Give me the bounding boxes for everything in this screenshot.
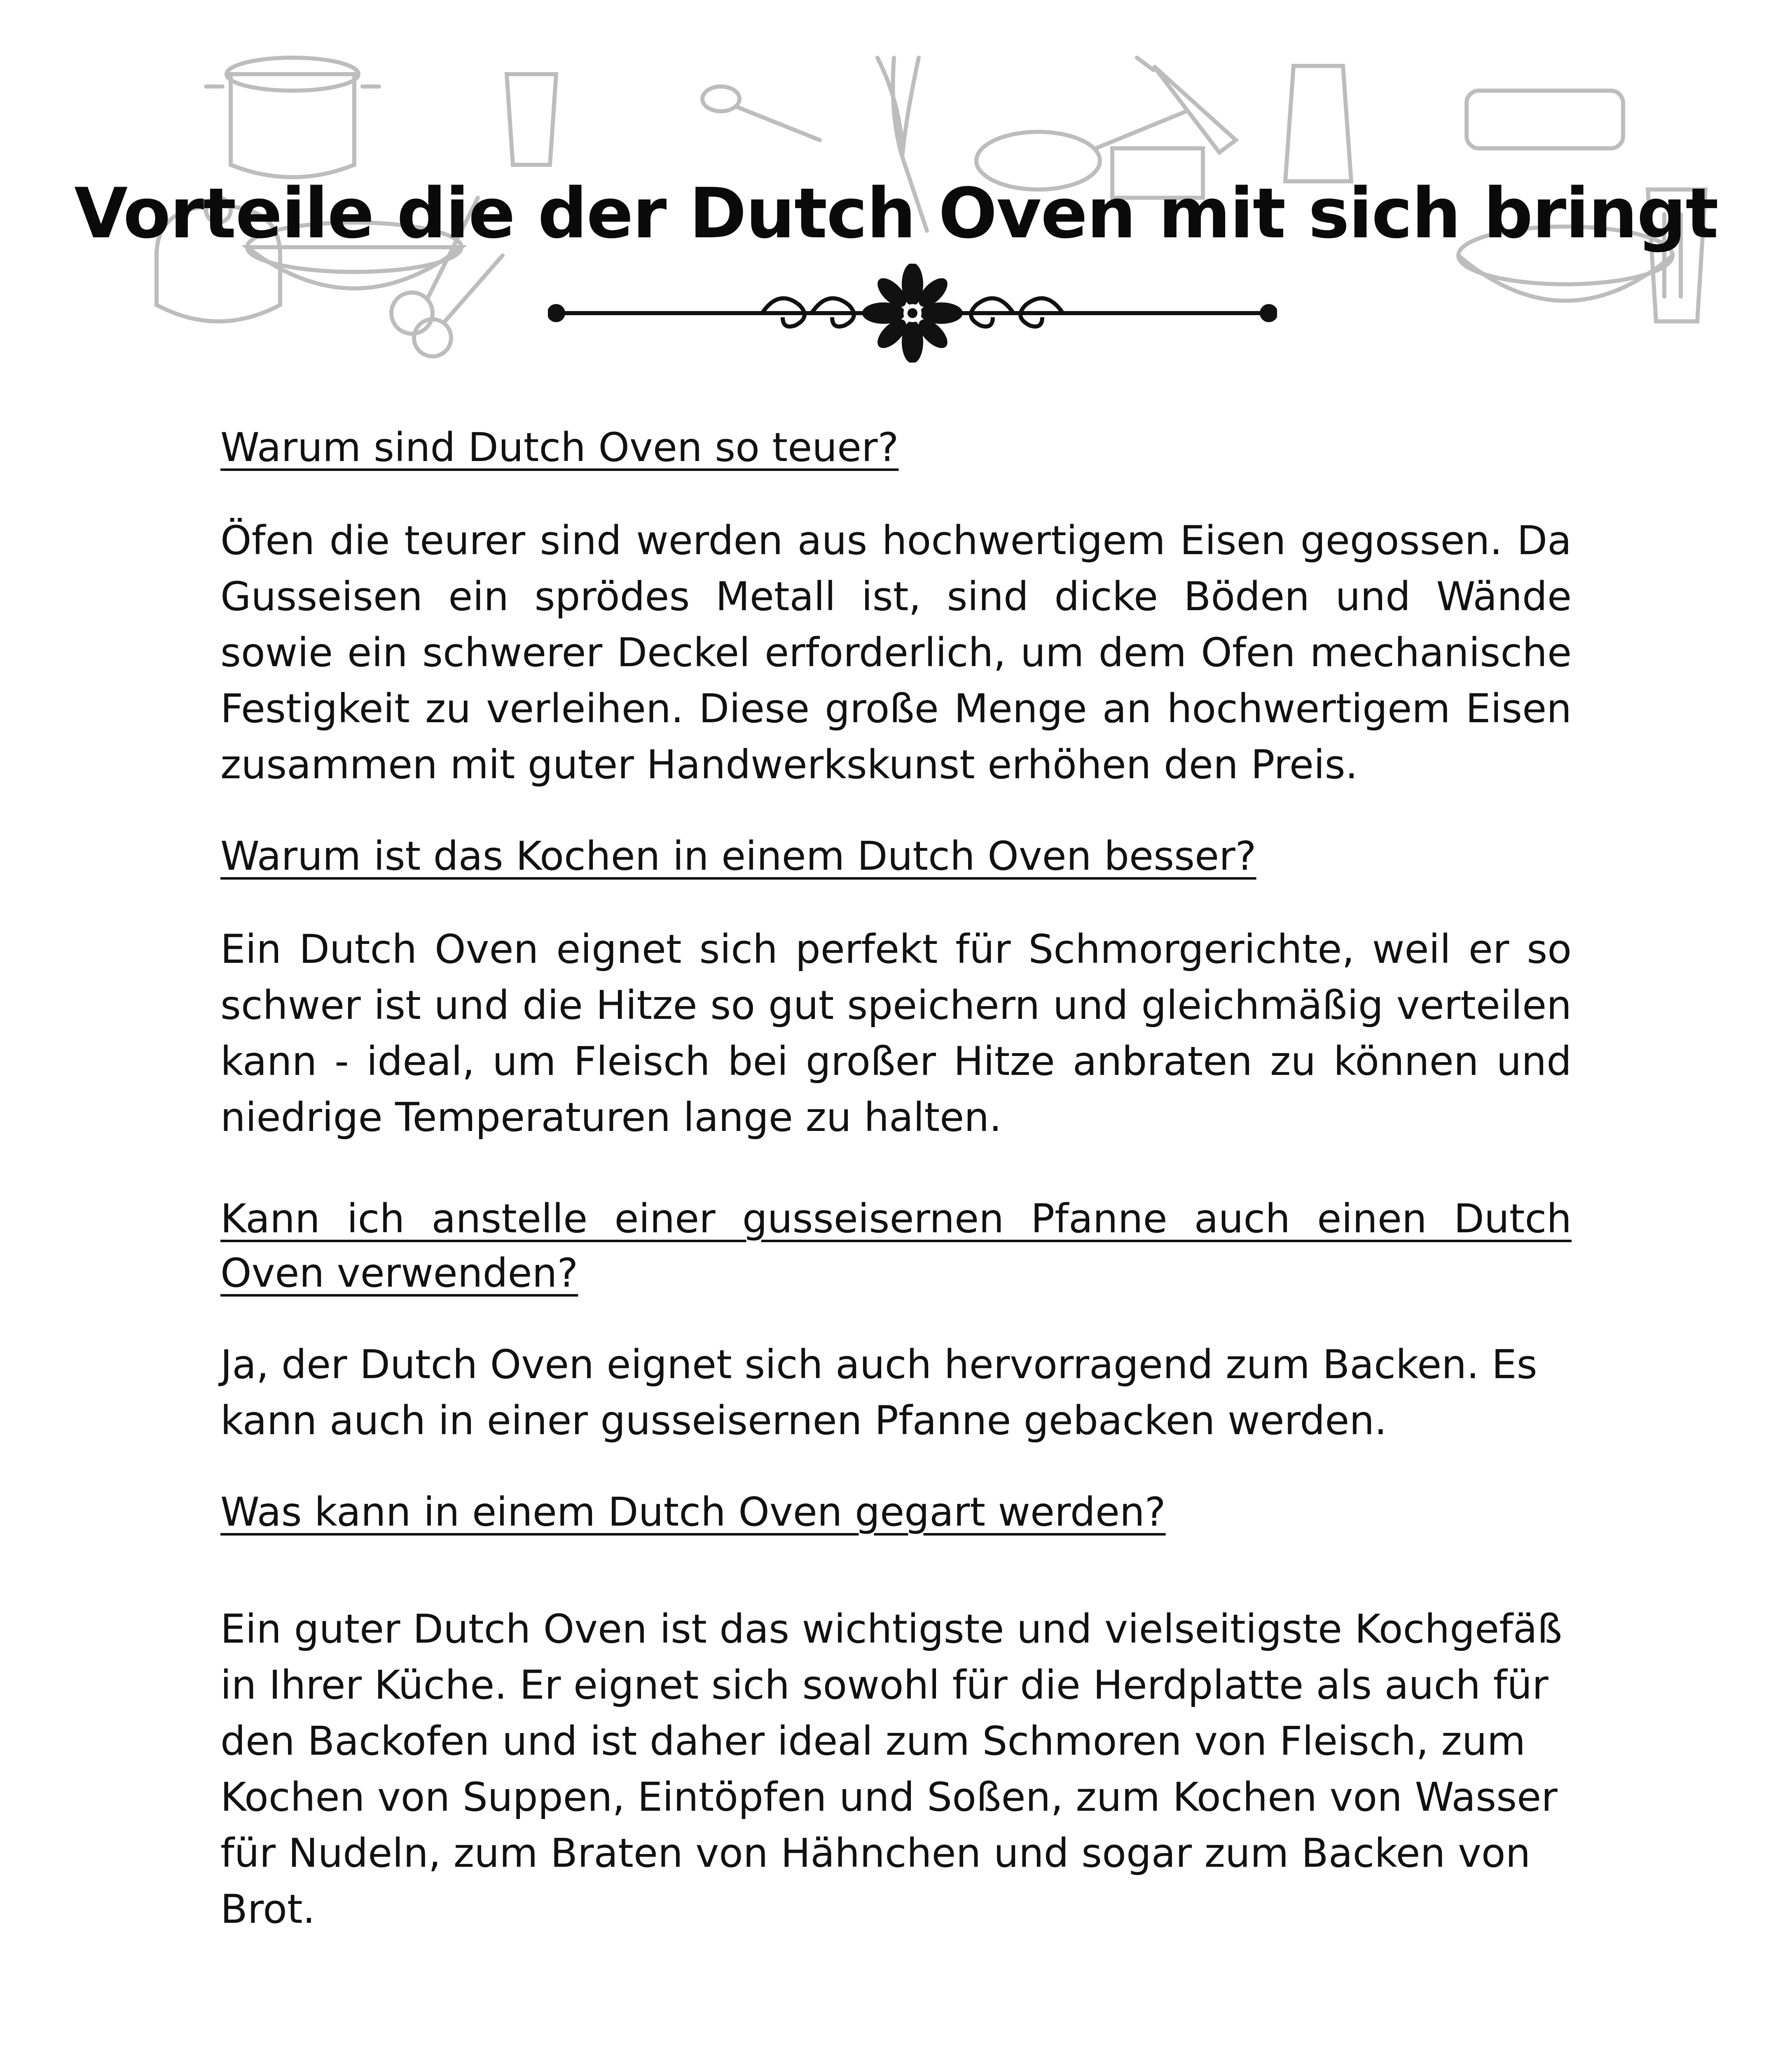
faq-question: Kann ich anstelle einer gusseisernen Pfanne auch einen Dutch Oven verwenden?	[220, 1196, 1572, 1296]
spoon-icon	[702, 87, 820, 140]
faq-content	[220, 420, 1572, 1937]
faq-answer: Öfen die teurer sind werden aus hochwertigem Eisen gegossen. Da Gusseisen ein sprödes Metall ist, sind dicke Böden und Wände sowie ein schwerer Deckel erforderlich, um dem Ofen mechanische Festigkeit zu verleihen. Diese große Menge an hochwertigem Eisen zusammen mit guter Handwerkskunst erhöhen den Preis.	[220, 517, 1572, 788]
faq-question: Warum sind Dutch Oven so teuer?	[220, 424, 899, 471]
faq-answer: Ja, der Dutch Oven eignet sich auch hervorragend zum Backen. Es kann auch in einer gusseisernen Pfanne gebacken werden.	[220, 1341, 1537, 1444]
faq-answer: Ein Dutch Oven eignet sich perfekt für Schmorgerichte, weil er so schwer ist und die Hitze so gut speichern und gleichmäßig verteilen kann - ideal, um Fleisch bei großer Hitze anbraten zu können und niedrige Temperaturen lange zu halten.	[220, 926, 1572, 1140]
pot-icon	[206, 58, 379, 177]
faq-question: Was kann in einem Dutch Oven gegart werden?	[220, 1489, 1166, 1535]
jug-icon	[1285, 66, 1351, 181]
faq-answer: Ein guter Dutch Oven ist das wichtigste und vielseitigste Kochgefäß in Ihrer Küche. Er eignet sich sowohl für die Herdplatte als auch für den Backofen und ist daher ideal zum Schmoren von Fleisch, zum Kochen von Suppen, Eintöpfen und Soßen, zum Kochen von Wasser für Nudeln, zum Braten von Hähnchen und sogar zum Backen von Brot.	[220, 1606, 1563, 1932]
glass-icon	[507, 74, 556, 165]
flower-divider-icon	[548, 264, 1277, 363]
faq-question: Warum ist das Kochen in einem Dutch Oven besser?	[220, 833, 1256, 879]
cake-ring-icon	[1467, 91, 1623, 148]
page-title: Vorteile die der Dutch Oven mit sich bringt	[74, 173, 1718, 254]
knife-icon	[1137, 58, 1236, 152]
